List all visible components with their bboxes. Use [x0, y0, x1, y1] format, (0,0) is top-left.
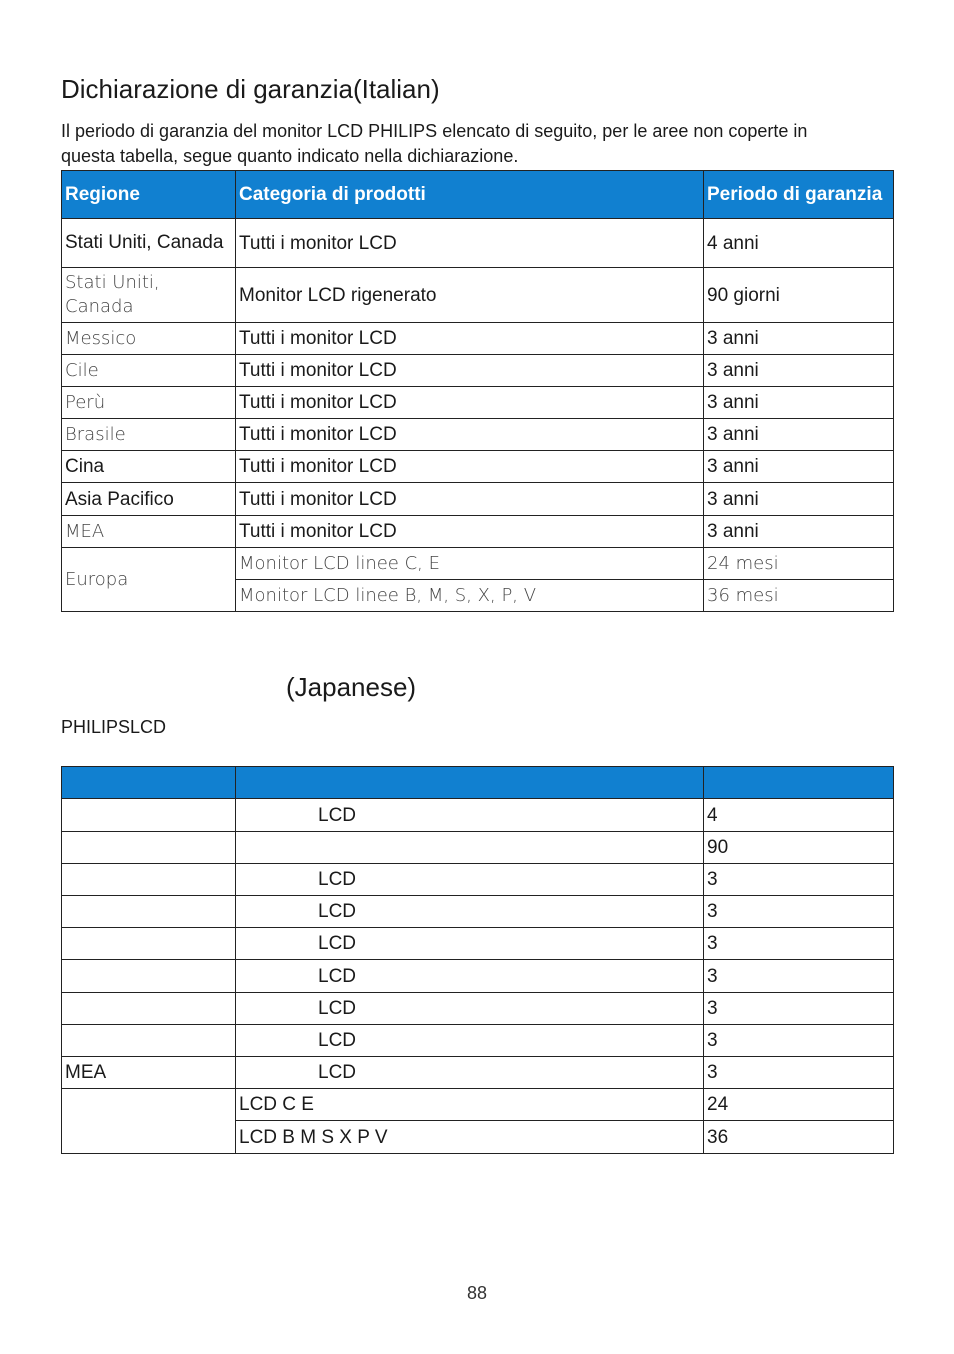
italian-intro: Il periodo di garanzia del monitor LCD PHILIPS elencato di seguito, per le aree non coperte in questa tabella, segue quanto indicato nella dichiarazione. — [61, 121, 808, 166]
category-cell: LCD — [236, 928, 704, 960]
category-cell: Tutti i monitor LCD — [236, 387, 704, 419]
period-cell: 3 anni — [704, 323, 894, 355]
japanese-intro: PHILIPSLCD — [61, 717, 167, 737]
category-cell: Tutti i monitor LCD — [236, 451, 704, 483]
period-cell: 3 anni — [704, 355, 894, 387]
category-cell: Tutti i monitor LCD — [236, 516, 704, 548]
region-cell: Messico — [62, 323, 236, 355]
table-row — [62, 387, 894, 419]
table-row — [62, 483, 894, 516]
category-cell: Tutti i monitor LCD — [236, 323, 704, 355]
region-cell: Stati Uniti, Canada — [62, 219, 236, 268]
header-category — [236, 767, 704, 799]
table-row — [62, 548, 894, 580]
period-cell: 24 mesi — [704, 548, 894, 580]
category-cell: LCD — [236, 1025, 704, 1057]
table-row — [62, 864, 894, 896]
period-cell: 3 — [704, 993, 894, 1025]
table-header-row — [62, 171, 894, 219]
category-cell: Monitor LCD linee B, M, S, X, P, V — [236, 580, 704, 612]
table-row — [62, 896, 894, 928]
category-cell: LCD C E — [236, 1089, 704, 1121]
table-row — [62, 1057, 894, 1089]
region-cell — [62, 864, 236, 896]
period-cell: 3 anni — [704, 451, 894, 483]
period-cell: 3 — [704, 960, 894, 993]
period-cell: 4 — [704, 799, 894, 832]
header-category: Categoria di prodotti — [236, 171, 704, 219]
table-row — [62, 799, 894, 832]
period-cell: 3 — [704, 928, 894, 960]
table-row — [62, 451, 894, 483]
category-cell: LCD — [236, 864, 704, 896]
period-cell: 90 giorni — [704, 268, 894, 323]
region-cell-europe: Europa — [62, 548, 236, 612]
region-cell: Cina — [62, 451, 236, 483]
period-cell: 3 — [704, 864, 894, 896]
page-number: 88 — [466, 1283, 488, 1303]
category-cell: Monitor LCD rigenerato — [236, 268, 704, 323]
category-cell: Tutti i monitor LCD — [236, 483, 704, 516]
table-row — [62, 355, 894, 387]
table-row — [62, 1089, 894, 1121]
region-cell: Brasile — [62, 419, 236, 451]
period-cell: 3 anni — [704, 419, 894, 451]
period-cell: 36 — [704, 1121, 894, 1154]
region-cell: MEA — [62, 1057, 236, 1089]
period-cell: 3 anni — [704, 387, 894, 419]
header-region — [62, 767, 236, 799]
region-cell: MEA — [62, 516, 236, 548]
region-cell: Stati Uniti, Canada — [62, 268, 236, 323]
table-row — [62, 993, 894, 1025]
table-row — [62, 419, 894, 451]
japanese-warranty-table — [61, 766, 894, 1154]
table-row — [62, 323, 894, 355]
region-cell — [62, 896, 236, 928]
table-row — [62, 516, 894, 548]
category-cell: LCD — [236, 896, 704, 928]
region-cell — [62, 928, 236, 960]
table-row — [62, 219, 894, 268]
period-cell: 36 mesi — [704, 580, 894, 612]
category-cell: LCD B M S X P V — [236, 1121, 704, 1154]
italian-warranty-table — [61, 170, 894, 612]
region-cell — [62, 1025, 236, 1057]
period-cell: 24 — [704, 1089, 894, 1121]
japanese-title: (Japanese) — [286, 672, 417, 702]
region-cell: Asia Pacifico — [62, 483, 236, 516]
category-cell: LCD — [236, 993, 704, 1025]
region-cell — [62, 832, 236, 864]
period-cell: 90 — [704, 832, 894, 864]
table-row — [62, 928, 894, 960]
category-cell: Tutti i monitor LCD — [236, 419, 704, 451]
region-cell — [62, 993, 236, 1025]
table-row — [62, 960, 894, 993]
category-cell: Monitor LCD linee C, E — [236, 548, 704, 580]
category-cell: Tutti i monitor LCD — [236, 355, 704, 387]
region-cell — [62, 799, 236, 832]
region-cell-europe — [62, 1089, 236, 1154]
italian-title: Dichiarazione di garanzia(Italian) — [61, 74, 440, 104]
period-cell: 4 anni — [704, 219, 894, 268]
table-row — [62, 268, 894, 323]
period-cell: 3 anni — [704, 483, 894, 516]
region-cell — [62, 960, 236, 993]
category-cell: Tutti i monitor LCD — [236, 219, 704, 268]
header-period: Periodo di garanzia — [704, 171, 894, 219]
period-cell: 3 — [704, 896, 894, 928]
period-cell: 3 — [704, 1057, 894, 1089]
region-cell: Cile — [62, 355, 236, 387]
period-cell: 3 anni — [704, 516, 894, 548]
header-period — [704, 767, 894, 799]
category-cell: LCD — [236, 1057, 704, 1089]
category-cell: LCD — [236, 799, 704, 832]
header-region: Regione — [62, 171, 236, 219]
category-cell — [236, 832, 704, 864]
period-cell: 3 — [704, 1025, 894, 1057]
category-cell: LCD — [236, 960, 704, 993]
region-cell: Perù — [62, 387, 236, 419]
table-row — [62, 832, 894, 864]
table-row — [62, 1025, 894, 1057]
table-header-row — [62, 767, 894, 799]
